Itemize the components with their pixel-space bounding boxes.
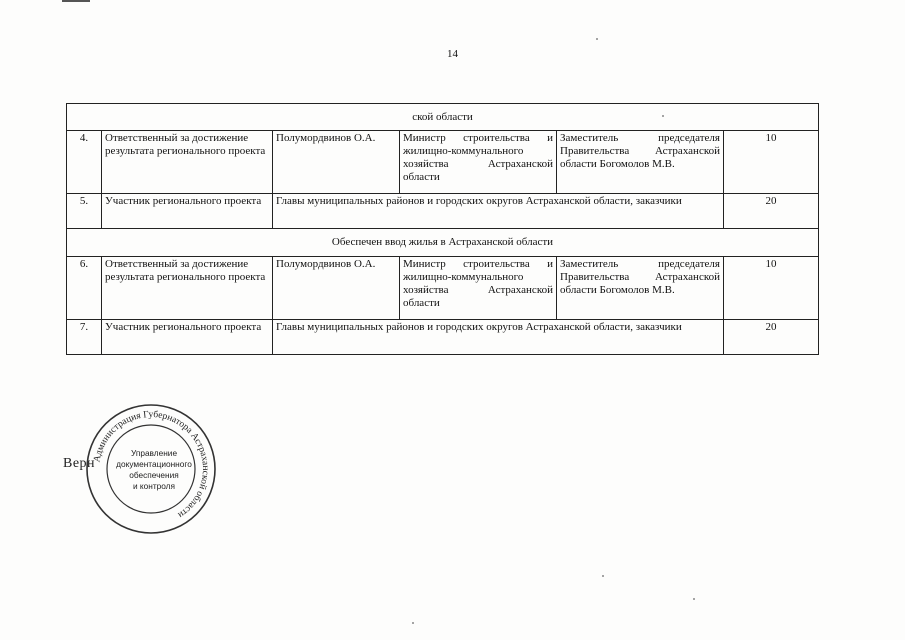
stamp-center-line: Управление — [130, 448, 178, 458]
scan-speck — [662, 115, 664, 117]
row-role: Участник регионального проекта — [102, 194, 273, 229]
table-row — [67, 257, 819, 320]
verification-handwritten-word: Верн — [63, 456, 96, 471]
row-role: Участник регионального проекта — [102, 320, 273, 355]
official-stamp-seal — [84, 402, 218, 536]
row-number: 4. — [67, 131, 102, 194]
row-merged-participants: Главы муниципальных районов и городских округов Астраханской области, заказчики — [273, 194, 724, 229]
row-position: Министр строительства и жилищно-коммунального хозяйства Астраханской области — [400, 257, 557, 320]
scan-speck — [412, 622, 414, 624]
row-percent: 10 — [724, 257, 819, 320]
section-header-row — [67, 229, 819, 257]
section-title: Обеспечен ввод жилья в Астраханской области — [67, 229, 819, 257]
row-supervisor: Заместитель председателя Правительства Астраханской области Богомолов М.В. — [557, 131, 724, 194]
scan-speck — [693, 598, 695, 600]
scan-speck — [596, 38, 598, 40]
row-name: Полумордвинов О.А. — [273, 257, 400, 320]
continued-section-title: ской области — [67, 104, 819, 131]
row-number: 7. — [67, 320, 102, 355]
page-number: 14 — [447, 48, 458, 60]
stamp-center-line: документационного — [116, 459, 192, 469]
row-percent: 10 — [724, 131, 819, 194]
table-row — [67, 131, 819, 194]
table-row — [67, 320, 819, 355]
row-percent: 20 — [724, 194, 819, 229]
responsibility-table — [66, 103, 819, 355]
row-percent: 20 — [724, 320, 819, 355]
row-number: 6. — [67, 257, 102, 320]
stamp-ring-text: Администрация Губернатора Астраханской области — [92, 409, 211, 520]
row-role: Ответственный за достижение результата регионального проекта — [102, 257, 273, 320]
row-position: Министр строительства и жилищно-коммунального хозяйства Астраханской области — [400, 131, 557, 194]
stamp-center-line: обеспечения — [129, 470, 179, 480]
stamp-center-line: и контроля — [132, 481, 176, 491]
table-row — [67, 194, 819, 229]
row-supervisor: Заместитель председателя Правительства Астраханской области Богомолов М.В. — [557, 257, 724, 320]
scan-speck — [602, 575, 604, 577]
section-header-row — [67, 104, 819, 131]
row-number: 5. — [67, 194, 102, 229]
row-merged-participants: Главы муниципальных районов и городских округов Астраханской области, заказчики — [273, 320, 724, 355]
row-role: Ответственный за достижение результата регионального проекта — [102, 131, 273, 194]
row-name: Полумордвинов О.А. — [273, 131, 400, 194]
top-scan-mark — [62, 0, 90, 2]
